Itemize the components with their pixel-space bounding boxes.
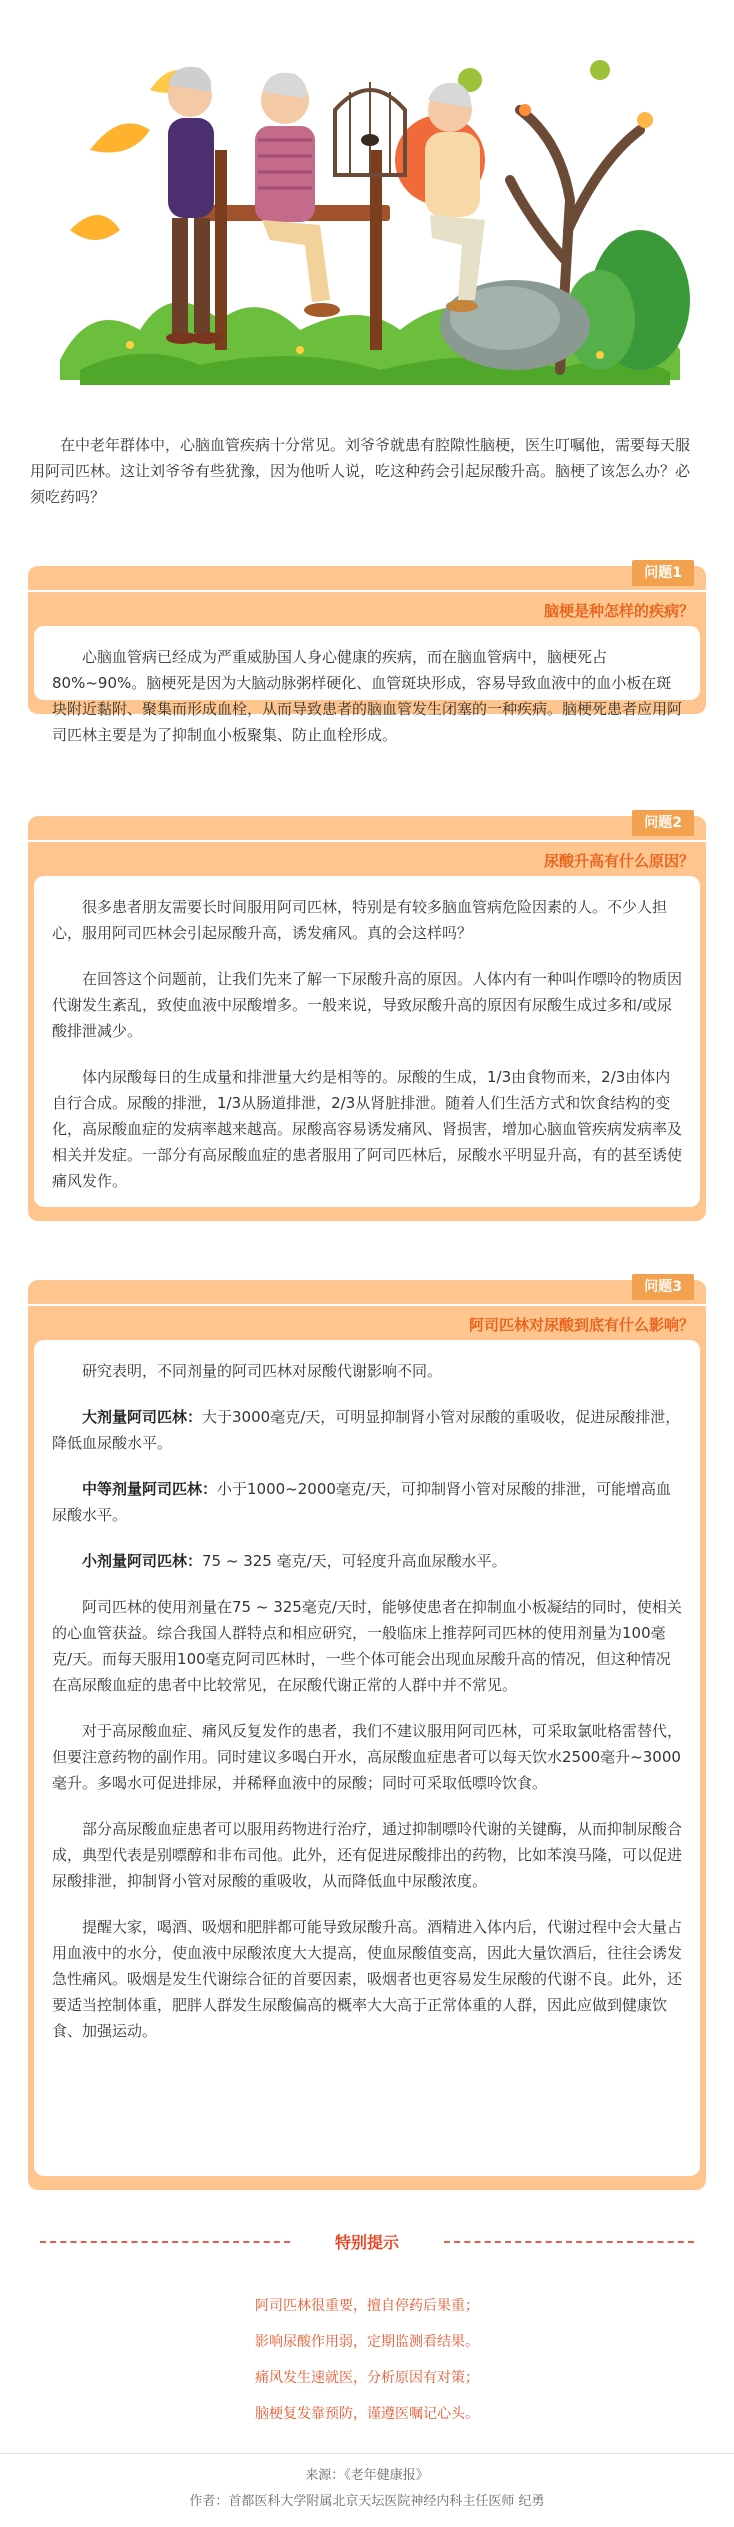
dose-large-text: 大于3000毫克/天，可明显抑制肾小管对尿酸的重吸收，促进尿酸排泄，降低血尿酸水平。 bbox=[52, 1408, 681, 1452]
paragraph: 提醒大家，喝酒、吸烟和肥胖都可能导致尿酸升高。酒精进入体内后，代谢过程中会大量占用血液中的水分，使血液中尿酸浓度大大提高，使血尿酸值变高，因此大量饮酒后，往往会诱发急性痛风。吸烟是发生代谢综合征的首要因素，吸烟者也更容易发生尿酸的代谢不良。此外，还要适当控制体重，肥胖人群发生尿酸偏高的概率大大高于正常体重的人群，因此应做到健康饮食、加强运动。 bbox=[52, 1918, 683, 2040]
question-body-3 bbox=[34, 1340, 700, 2176]
paragraph: 对于高尿酸血症、痛风反复发作的患者，我们不建议服用阿司匹林，可采取氯吡格雷替代，但要注意药物的副作用。同时建议多喝白开水，高尿酸血症患者可以每天饮水2500毫升~3000毫升。多喝水可促进排尿，并稀释血液中的尿酸；同时可采取低嘌呤饮食。 bbox=[52, 1722, 683, 1792]
dose-small bbox=[52, 1548, 682, 1574]
footer-divider bbox=[0, 2453, 734, 2454]
question-title-3: 阿司匹林对尿酸到底有什么影响？ bbox=[468, 1316, 694, 1334]
question-card-2 bbox=[28, 816, 706, 1221]
paragraph: 很多患者朋友需要长时间服用阿司匹林，特别是有较多脑血管病危险因素的人。不少人担心，服用阿司匹林会引起尿酸升高，诱发痛风。真的会这样吗？ bbox=[52, 898, 668, 942]
question-tag-3: 问题3 bbox=[632, 1274, 694, 1300]
tip-line: 阿司匹林很重要，擅自停药后果重； bbox=[255, 2298, 479, 2314]
question-card-1 bbox=[28, 565, 706, 744]
paragraph: 部分高尿酸血症患者可以服用药物进行治疗，通过抑制嘌呤代谢的关键酶，从而抑制尿酸合成，典型代表是别嘌醇和非布司他。此外，还有促进尿酸排出的药物，比如苯溴马隆，可以促进尿酸排泄，抑制肾小管对尿酸的重吸收，从而降低血中尿酸浓度。 bbox=[52, 1820, 683, 1890]
question-tag-1: 问题1 bbox=[632, 560, 694, 586]
tip-line: 脑梗复发靠预防，谨遵医嘱记心头。 bbox=[255, 2406, 479, 2422]
dose-medium-label: 中等剂量阿司匹林： bbox=[82, 1480, 218, 1498]
hero-illustration bbox=[0, 0, 734, 410]
dose-large bbox=[52, 1404, 682, 1456]
special-tips-title: 特别提示 bbox=[334, 2233, 399, 2252]
author-text: 作者：首都医科大学附属北京天坛医院神经内科主任医师 纪勇 bbox=[189, 2494, 545, 2509]
divider bbox=[28, 1304, 706, 1306]
question-title-1: 脑梗是种怎样的疾病？ bbox=[543, 602, 694, 620]
dose-small-label: 小剂量阿司匹林： bbox=[82, 1552, 203, 1570]
dose-medium-text: 小于1000~2000毫克/天，可抑制肾小管对尿酸的排泄，可能增高血尿酸水平。 bbox=[52, 1480, 671, 1524]
question-title-2: 尿酸升高有什么原因？ bbox=[543, 852, 694, 870]
question-card-3 bbox=[28, 1280, 706, 2190]
special-tips-list bbox=[0, 2296, 734, 2440]
divider bbox=[28, 840, 706, 842]
dashed-line-right bbox=[444, 2241, 694, 2243]
divider bbox=[28, 590, 706, 592]
paragraph: 在回答这个问题前，让我们先来了解一下尿酸升高的原因。人体内有一种叫作嘌呤的物质因代谢发生紊乱，致使血液中尿酸增多。一般来说，导致尿酸升高的原因有尿酸生成过多和/或尿酸排泄减少。 bbox=[52, 970, 683, 1040]
tip-line: 影响尿酸作用弱，定期监测看结果。 bbox=[255, 2334, 479, 2350]
question-body-2 bbox=[34, 876, 700, 1207]
source-text: 来源：《老年健康报》 bbox=[305, 2468, 429, 2483]
intro-paragraph: 在中老年群体中，心脑血管疾病十分常见。刘爷爷就患有腔隙性脑梗，医生叮嘱他，需要每天服用阿司匹林。这让刘爷爷有些犹豫，因为他听人说，吃这种药会引起尿酸升高。脑梗了该怎么办？必须吃药吗？ bbox=[30, 436, 691, 506]
paragraph: 阿司匹林的使用剂量在75 ~ 325毫克/天时，能够使患者在抑制血小板凝结的同时，使相关的心血管获益。综合我国人群特点和相应研究，一般临床上推荐阿司匹林的使用剂量为100毫克/天。而每天服用100毫克阿司匹林时，一些个体可能会出现血尿酸升高的情况，但这种情况在高尿酸血症的患者中比较常见，在尿酸代谢正常的人群中并不常见。 bbox=[52, 1598, 682, 1694]
paragraph: 体内尿酸每日的生成量和排泄量大约是相等的。尿酸的生成，1/3由食物而来，2/3由体内自行合成。尿酸的排泄，1/3从肠道排泄，2/3从肾脏排泄。随着人们生活方式和饮食结构的变化，高尿酸血症的发病率越来越高。尿酸高容易诱发痛风、肾损害，增加心脑血管疾病发病率及相关并发症。一部分有高尿酸血症的患者服用了阿司匹林后，尿酸水平明显升高，有的甚至诱使痛风发作。 bbox=[52, 1068, 683, 1190]
dose-small-text: 75 ~ 325 毫克/天，可轻度升高血尿酸水平。 bbox=[202, 1552, 507, 1570]
paragraph: 心脑血管病已经成为严重威胁国人身心健康的疾病，而在脑血管病中，脑梗死占80%~90%。脑梗死是因为大脑动脉粥样硬化、血管斑块形成，容易导致血液中的血小板在斑块附近黏附、聚集而形成血栓，从而导致患者的脑血管发生闭塞的一种疾病。脑梗死患者应用阿司匹林主要是为了抑制血小板聚集、防止血栓形成。 bbox=[52, 648, 683, 744]
tip-line: 痛风发生速就医，分析原因有对策； bbox=[255, 2370, 479, 2386]
question-body-1 bbox=[34, 626, 700, 744]
question-tag-2: 问题2 bbox=[632, 810, 694, 836]
dose-large-label: 大剂量阿司匹林： bbox=[82, 1408, 203, 1426]
special-tips-header bbox=[0, 2230, 734, 2254]
dose-medium bbox=[52, 1476, 682, 1528]
paragraph: 研究表明，不同剂量的阿司匹林对尿酸代谢影响不同。 bbox=[82, 1362, 443, 1380]
